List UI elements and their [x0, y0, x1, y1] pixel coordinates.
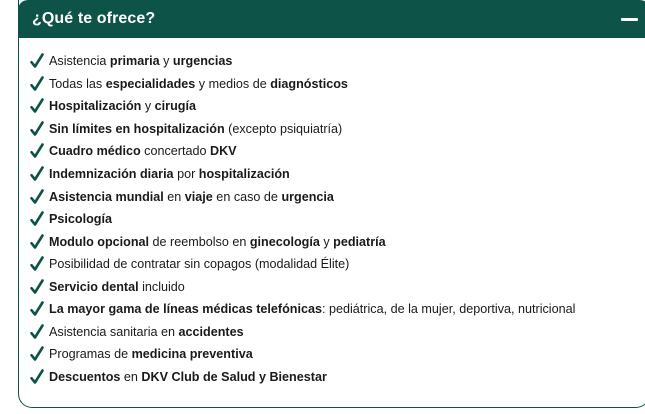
feature-text-bold: Hospitalización — [49, 99, 142, 114]
feature-text-segment: concertado — [140, 144, 210, 159]
feature-text — [49, 347, 253, 361]
feature-text-segment: Todas las — [49, 76, 106, 91]
feature-text — [49, 77, 348, 91]
feature-text-bold: accidentes — [178, 324, 244, 339]
list-item — [30, 230, 575, 253]
checkmark-icon — [30, 53, 44, 69]
feature-text-bold: Psicología — [49, 212, 112, 227]
feature-text — [49, 122, 342, 136]
checkmark-icon — [30, 189, 44, 205]
checkmark-icon — [30, 76, 44, 92]
feature-text-bold: hospitalización — [198, 167, 290, 181]
list-item — [30, 275, 575, 298]
list-item — [30, 298, 575, 321]
feature-text-bold: Asistencia mundial — [49, 189, 164, 204]
feature-text-bold: diagnósticos — [270, 76, 348, 91]
feature-text-segment: y medios de — [195, 76, 271, 91]
list-item — [30, 321, 575, 344]
feature-text — [49, 370, 327, 384]
feature-text-bold: Cuadro médico — [49, 144, 141, 159]
list-item — [30, 208, 575, 231]
checkmark-icon — [30, 234, 44, 250]
feature-text-bold: medicina preventiva — [131, 347, 253, 362]
checkmark-icon — [30, 301, 44, 317]
feature-text-bold: especialidades — [105, 76, 196, 91]
feature-text-segment: : pediátrica, de la mujer, deportiva, nutricional — [322, 302, 576, 317]
panel-header[interactable] — [18, 0, 645, 38]
list-item — [30, 140, 575, 163]
feature-text-bold: ginecología — [249, 234, 320, 249]
feature-list — [30, 50, 575, 388]
list-item — [30, 73, 575, 96]
feature-text — [49, 257, 349, 271]
checkmark-icon — [30, 98, 44, 114]
feature-text-segment: en — [163, 189, 185, 204]
feature-text-segment: Asistencia — [49, 54, 110, 69]
feature-text-bold: cirugía — [154, 99, 196, 114]
checkmark-icon — [30, 143, 44, 159]
feature-text-segment: de reembolso en — [149, 234, 250, 249]
feature-text-segment: en — [120, 369, 142, 384]
feature-text-segment: por — [173, 167, 199, 181]
feature-text-bold: Descuentos — [49, 369, 121, 384]
feature-text — [49, 144, 237, 158]
feature-text-bold: DKV Club de Salud y Bienestar — [141, 369, 327, 384]
minus-icon[interactable] — [620, 9, 638, 29]
feature-text — [49, 235, 386, 249]
feature-text — [49, 54, 232, 68]
checkmark-icon — [30, 346, 44, 362]
feature-text-segment: y — [319, 234, 334, 249]
feature-text — [49, 190, 334, 204]
list-item — [30, 253, 575, 276]
feature-text-bold: Modulo opcional — [49, 234, 150, 249]
feature-text-bold: urgencias — [172, 54, 233, 69]
feature-text-segment: (excepto psiquiatría) — [224, 121, 343, 136]
feature-text-bold: pediatría — [333, 234, 386, 249]
feature-text-segment: incluido — [138, 279, 185, 294]
list-item — [30, 163, 575, 186]
feature-text-bold: Servicio dental — [49, 279, 139, 294]
list-item — [30, 343, 575, 366]
checkmark-icon — [30, 256, 44, 272]
checkmark-icon — [30, 211, 44, 227]
list-item — [30, 50, 575, 73]
feature-text-segment: y — [141, 99, 155, 114]
list-item — [30, 366, 575, 389]
feature-text-bold: primaria — [109, 54, 160, 69]
feature-text-segment: en caso de — [212, 189, 282, 204]
list-item — [30, 185, 575, 208]
checkmark-icon — [30, 369, 44, 385]
feature-text-bold: DKV — [209, 144, 237, 159]
feature-text — [49, 302, 575, 316]
list-item — [30, 118, 575, 141]
checkmark-icon — [30, 121, 44, 137]
feature-text — [49, 280, 185, 294]
feature-text — [49, 99, 196, 113]
feature-text-bold: viaje — [184, 189, 213, 204]
feature-text — [49, 325, 244, 339]
feature-text-bold: Sin límites en hospitalización — [49, 121, 225, 136]
checkmark-icon — [30, 324, 44, 340]
panel-title: ¿Qué te ofrece? — [32, 10, 156, 27]
feature-text — [49, 212, 112, 226]
feature-text-bold: Indemnización diaria — [49, 167, 174, 181]
checkmark-icon — [30, 166, 44, 182]
feature-text-segment: Posibilidad de contratar sin copagos (modalidad Élite) — [49, 257, 350, 272]
feature-text-bold: urgencia — [281, 189, 334, 204]
feature-text-segment: Programas de — [49, 347, 132, 362]
feature-text — [49, 167, 290, 181]
feature-text-bold: La mayor gama de líneas médicas telefónicas — [49, 302, 322, 317]
checkmark-icon — [30, 279, 44, 295]
feature-text-segment: y — [159, 54, 173, 69]
feature-text-segment: Asistencia sanitaria en — [49, 324, 179, 339]
list-item — [30, 95, 575, 118]
